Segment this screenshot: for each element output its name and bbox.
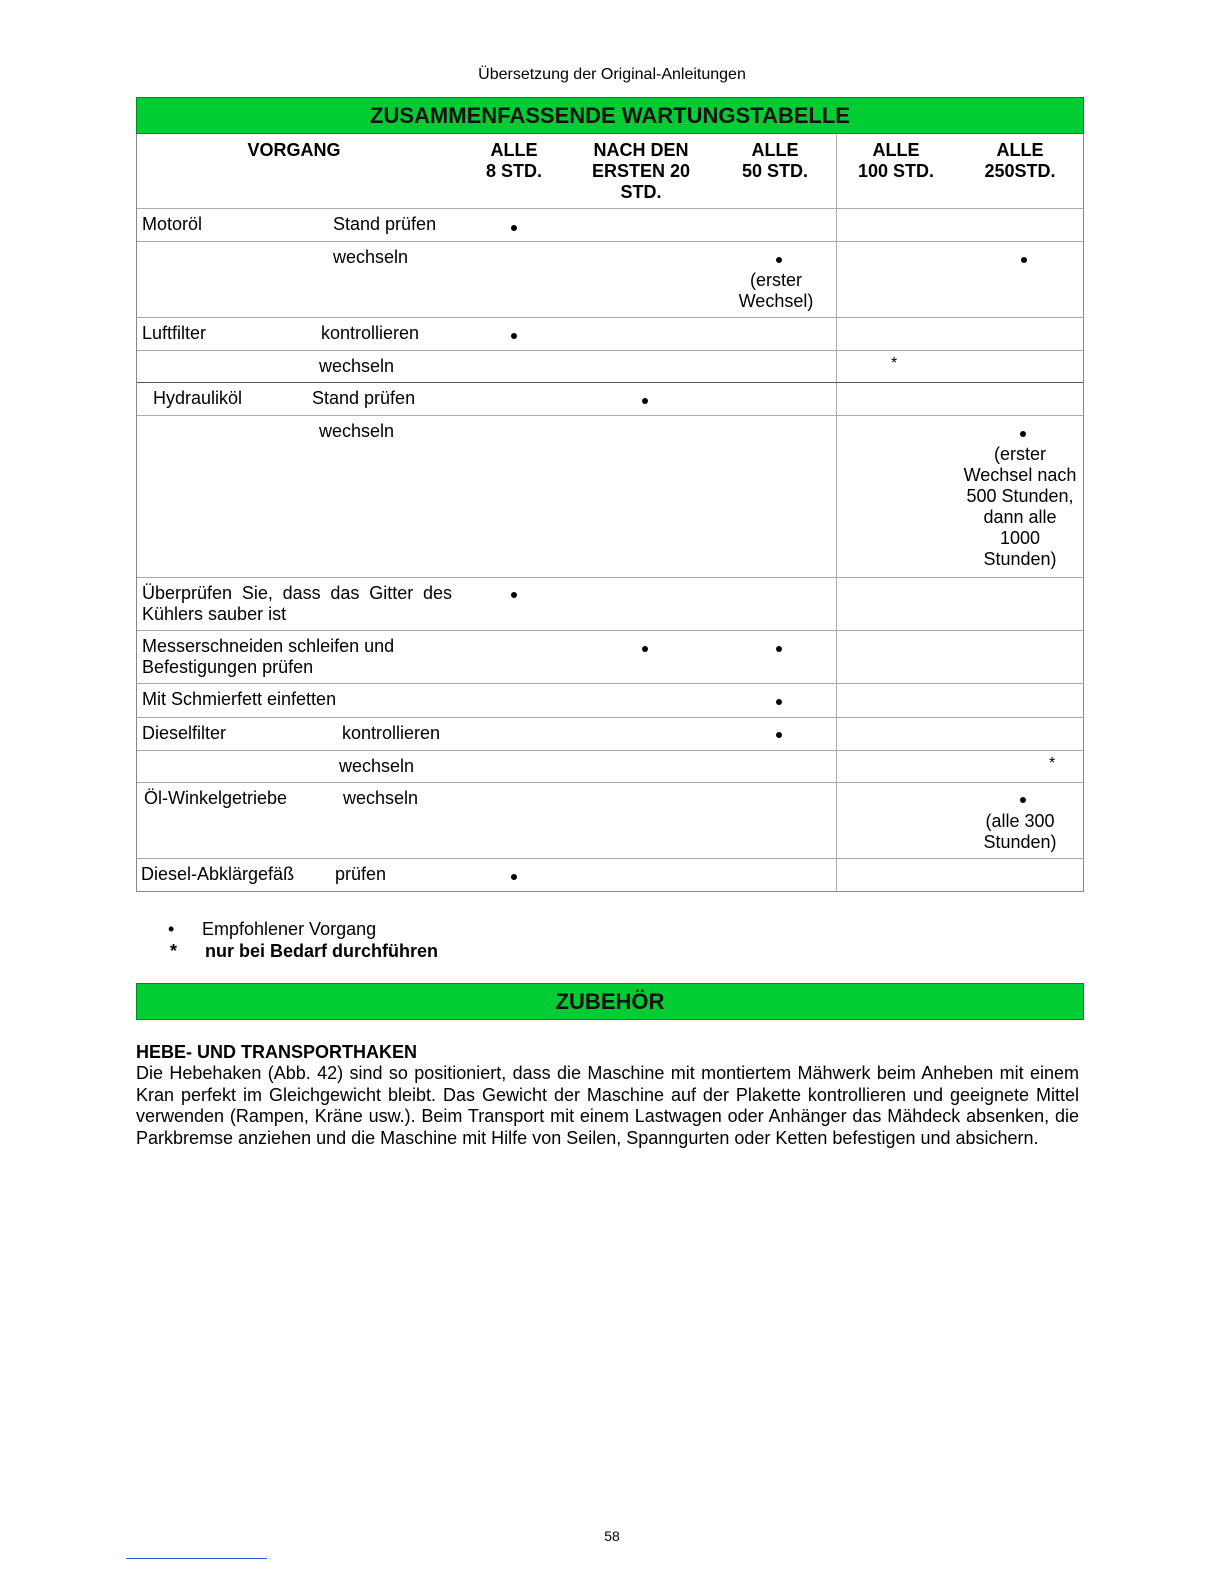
row-divider	[137, 782, 1083, 783]
row-item-luftfilter: Luftfilter	[142, 323, 207, 343]
accessories-title: ZUBEHÖR	[136, 983, 1084, 1020]
star-mark: *	[1049, 755, 1056, 772]
row-action-change: wechseln	[339, 756, 415, 776]
header-first-20h: NACH DEN ERSTEN 20 STD.	[591, 140, 691, 202]
header-every-8h: ALLE 8 STD.	[485, 140, 542, 181]
header-every-250h: ALLE 250STD.	[984, 140, 1056, 181]
row-action-check: Stand prüfen	[312, 388, 416, 408]
row-note-first-change: (erster Wechsel)	[738, 270, 814, 311]
row-divider	[137, 683, 1083, 684]
row-divider	[137, 717, 1083, 718]
row-action-inspect: kontrollieren	[342, 723, 441, 743]
row-divider	[137, 317, 1083, 318]
row-action-check: prüfen	[335, 864, 387, 884]
row-divider	[137, 750, 1083, 751]
bullet-symbol: •	[168, 919, 175, 939]
page-header: Übersetzung der Original-Anleitungen	[478, 66, 746, 83]
bullet-mark	[1021, 257, 1027, 263]
row-item-motoroel: Motoröl	[142, 214, 203, 234]
row-item-grease: Mit Schmierfett einfetten	[142, 689, 337, 709]
row-note-every-300h: (alle 300 Stunden)	[983, 811, 1057, 852]
row-divider	[137, 382, 1083, 383]
row-item-radiator-grid: Überprüfen Sie, dass das Gitter des Kühlers sauber ist	[142, 583, 452, 624]
row-item-blades: Messerschneiden schleifen und Befestigungen prüfen	[142, 636, 395, 677]
row-action-change: wechseln	[319, 421, 395, 441]
row-divider	[137, 630, 1083, 631]
footer-rule	[126, 1558, 267, 1559]
bullet-mark	[776, 732, 782, 738]
bullet-mark	[1020, 431, 1026, 437]
bullet-mark	[511, 333, 517, 339]
row-item-hydraulikoel: Hydrauliköl	[153, 388, 243, 408]
header-every-100h: ALLE 100 STD.	[857, 140, 935, 181]
bullet-mark	[511, 225, 517, 231]
section-paragraph: Die Hebehaken (Abb. 42) sind so positioniert, dass die Maschine mit montiertem Mähwerk beim Anheben mit einem Kran perfekt im Gleichgewicht bleibt. Das Gewicht der Maschine auf der Plakette kontrollieren und geeignete Mittel verwenden (Rampen, Kräne usw.). Beim Transport mit einem Lastwagen oder Anhänger das Mähdeck absenken, die Parkbremse anziehen und die Maschine mit Hilfe von Seilen, Spanngurten oder Ketten befestigen und absichern.	[136, 1063, 1079, 1148]
legend-as-needed: * nur bei Bedarf durchführen	[170, 941, 439, 961]
bullet-mark	[776, 699, 782, 705]
header-operation: VORGANG	[247, 140, 341, 160]
star-symbol: *	[170, 941, 178, 961]
star-mark: *	[891, 355, 898, 372]
maintenance-table	[136, 134, 1084, 892]
bullet-mark	[642, 398, 648, 404]
row-divider	[137, 241, 1083, 242]
row-item-diesel-separator: Diesel-Abklärgefäß	[141, 864, 295, 884]
section-heading: HEBE- UND TRANSPORTHAKEN	[136, 1042, 418, 1062]
legend-recommended: • Empfohlener Vorgang	[168, 919, 377, 939]
maintenance-table-title: ZUSAMMENFASSENDE WARTUNGSTABELLE	[136, 97, 1084, 134]
header-every-50h: ALLE 50 STD.	[741, 140, 809, 181]
row-action-check: Stand prüfen	[333, 214, 437, 234]
bullet-mark	[776, 257, 782, 263]
row-action-inspect: kontrollieren	[321, 323, 420, 343]
row-divider	[137, 415, 1083, 416]
bullet-mark	[642, 646, 648, 652]
row-action-change: wechseln	[333, 247, 409, 267]
bullet-mark	[776, 646, 782, 652]
row-item-angle-gearbox: Öl-Winkelgetriebe	[144, 788, 288, 808]
row-action-change: wechseln	[343, 788, 419, 808]
table-column-divider	[836, 134, 837, 891]
bullet-mark	[1020, 797, 1026, 803]
row-divider	[137, 577, 1083, 578]
row-divider	[137, 350, 1083, 351]
row-note-hydraulic-change: (erster Wechsel nach 500 Stunden, dann alle 1000 Stunden)	[963, 444, 1077, 569]
bullet-mark	[511, 874, 517, 880]
row-action-change: wechseln	[319, 356, 395, 376]
row-item-dieselfilter: Dieselfilter	[142, 723, 227, 743]
row-divider	[137, 858, 1083, 859]
page-number: 58	[604, 1528, 620, 1544]
row-divider	[137, 208, 1083, 209]
bullet-mark	[511, 592, 517, 598]
